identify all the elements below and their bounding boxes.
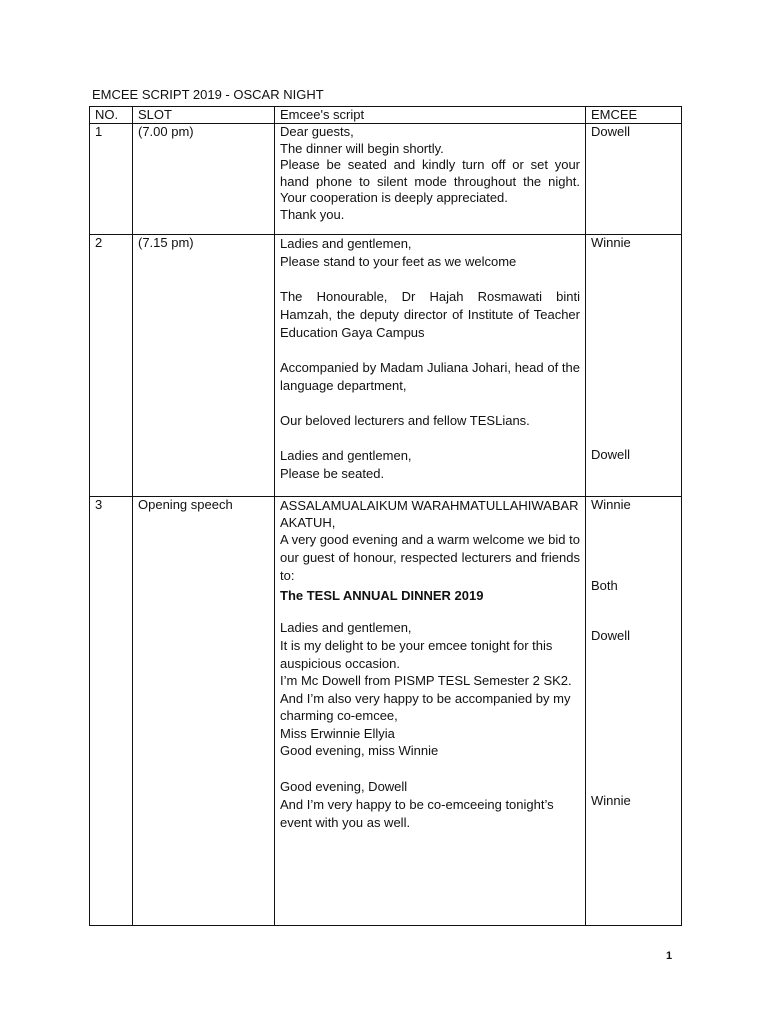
row-slot: (7.15 pm): [133, 235, 275, 497]
row-emcee: [586, 235, 682, 497]
header-emcee: EMCEE: [586, 107, 682, 124]
page-number: 1: [666, 950, 673, 962]
table-row: [90, 124, 682, 235]
script-line: Good evening, miss Winnie: [280, 743, 439, 758]
emcee-name: Both: [591, 578, 618, 593]
script-line: Ladies and gentlemen,: [280, 620, 412, 635]
emcee-name: Winnie: [591, 497, 631, 512]
script-line: Thank you.: [280, 206, 345, 222]
script-line: Ladies and gentlemen,: [280, 448, 412, 463]
emcee-name: Dowell: [591, 124, 631, 139]
table-row: [90, 497, 682, 926]
header-no: NO.: [90, 107, 133, 124]
script-line: Please be seated and kindly turn off or set your hand phone to silent mode throughout the night. Your cooperation is deeply appreciated.: [280, 157, 580, 205]
row-number: 1: [90, 124, 133, 235]
emcee-name: Dowell: [591, 628, 631, 643]
row-slot: Opening speech: [133, 497, 275, 926]
script-line: And I’m very happy to be co-emceeing tonight’s event with you as well.: [280, 796, 554, 830]
script-line: Please be seated.: [280, 466, 385, 481]
emcee-name: Winnie: [591, 793, 631, 808]
script-line: Our beloved lecturers and fellow TESLians.: [280, 413, 530, 428]
script-line: Ladies and gentlemen,: [280, 236, 412, 251]
header-slot: SLOT: [133, 107, 275, 124]
row-slot: (7.00 pm): [133, 124, 275, 235]
script-line-emphasis: The TESL ANNUAL DINNER 2019: [280, 588, 484, 603]
emcee-script-table: [89, 106, 682, 926]
table-header-row: [90, 107, 682, 124]
script-line: It is my delight to be your emcee tonight for this auspicious occasion.: [280, 638, 553, 671]
row-number: 3: [90, 497, 133, 926]
row-emcee: [586, 497, 682, 926]
row-number: 2: [90, 235, 133, 497]
script-line: Miss Erwinnie Ellyia: [280, 725, 395, 741]
row-script: [275, 235, 586, 497]
script-line: Good evening, Dowell: [280, 778, 408, 794]
script-line: Accompanied by Madam Juliana Johari, head of the language department,: [280, 360, 580, 393]
table-row: [90, 235, 682, 497]
script-line: ASSALAMUALAIKUM WARAHMATULLAHIWABARAKATUH,: [280, 498, 579, 530]
script-line: Please stand to your feet as we welcome: [280, 254, 517, 269]
script-line: And I’m also very happy to be accompanied by my charming co-emcee,: [280, 690, 571, 723]
row-script: [275, 124, 586, 235]
header-script: Emcee's script: [275, 107, 586, 124]
document-title: EMCEE SCRIPT 2019 - OSCAR NIGHT: [92, 87, 324, 102]
script-line: Dear guests,: [280, 124, 354, 139]
emcee-name: Winnie: [591, 235, 631, 250]
emcee-name: Dowell: [591, 447, 631, 462]
script-line: The dinner will begin shortly.: [280, 140, 444, 156]
row-script: [275, 497, 586, 926]
script-line: A very good evening and a warm welcome we bid to our guest of honour, respected lecturers and friends to:: [280, 532, 580, 583]
script-line: The Honourable, Dr Hajah Rosmawati binti Hamzah, the deputy director of Institute of Teacher Education Gaya Campus: [280, 289, 580, 340]
row-emcee: [586, 124, 682, 235]
script-line: I’m Mc Dowell from PISMP TESL Semester 2 SK2.: [280, 673, 572, 688]
